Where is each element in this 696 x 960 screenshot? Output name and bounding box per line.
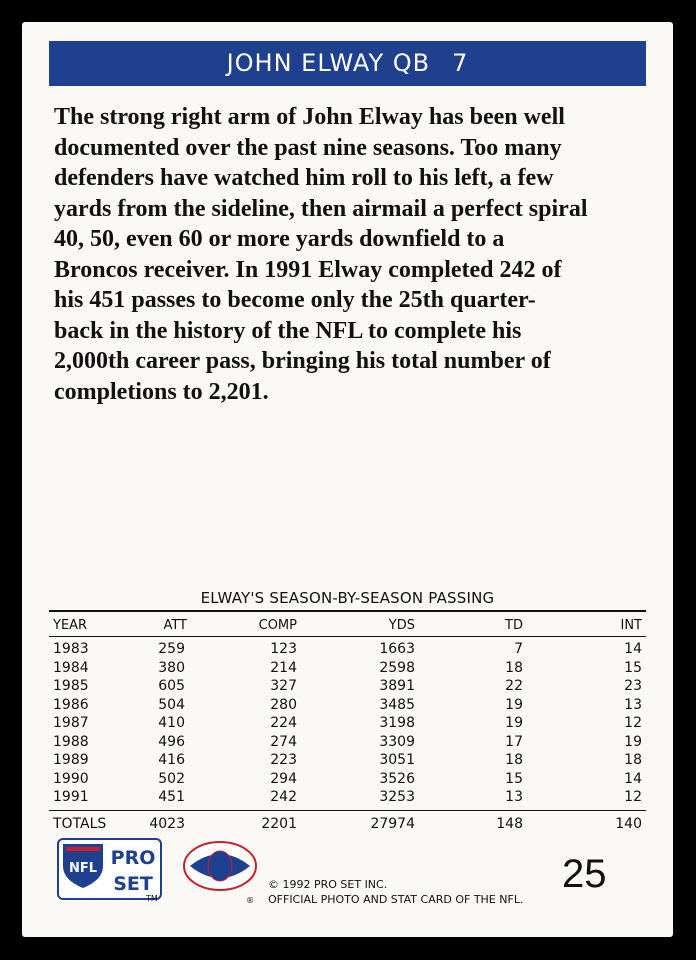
- header-year: YEAR: [53, 618, 88, 633]
- name-banner: [49, 41, 646, 86]
- player-name: JOHN ELWAY QB: [226, 49, 431, 77]
- card-number: 25: [562, 852, 607, 896]
- jersey-number: 7: [452, 49, 469, 77]
- header-yds: YDS: [388, 618, 415, 633]
- stats-divider: [49, 810, 646, 811]
- logo-pro-text: PRO: [110, 847, 156, 869]
- copyright: © 1992 PRO SET INC. OFFICIAL PHOTO AND STAT CARD OF THE NFL.: [268, 878, 524, 906]
- header-comp: COMP: [258, 618, 297, 633]
- header-att: ATT: [163, 618, 187, 633]
- stats-divider: [49, 636, 646, 637]
- card-back: JOHN ELWAY QB 7 The strong right arm of John Elway has been well documented over the past nine seasons. Too many defenders have watched him roll to his left, a few yards from the sideline, then airmail a perfect spiral 40, 50, even 60 or more yards downfield to a Broncos receiver. In 1991 Elway completed 242 of his 451 passes to become only the 25th quarter- back in the history of the NFL to complete his 2,000th career pass, bringing his total number of completions to 2,201. ELWAY'S SEASON-BY-SEASON PASSING YEAR ATT COMP YDS TD INT 1983 259 123 1663 7 14 1984 380 214 2598 18 15 1985 605 327 3891 22 23 1986 504 280 3485 19 13 1987 410 224 3198 19 12 1988 496 274 3309 17 19 1989 416 223 3051 18 18 1990 502 294 3526 15 14 1991 451 242 3253 13 12 TOTALS 4023 2201 27974 148 140 NFL PRO SET TM ® © 1992 PRO SET INC. OFFICIAL PHOTO AND STAT CARD OF THE NFL. 25: [22, 22, 673, 937]
- nflpa-logo-icon: [182, 840, 258, 892]
- logo-nfl-text: NFL: [68, 861, 98, 876]
- registered-mark: ®: [246, 896, 254, 905]
- header-int: INT: [620, 618, 642, 633]
- stats-divider: [49, 610, 646, 612]
- nfl-proset-logo: [57, 838, 162, 900]
- logo-set-text: SET: [113, 873, 153, 895]
- bio-text: The strong right arm of John Elway has been well documented over the past nine seasons. Too many defenders have watched him roll to his left, a few yards from the sideline, then airmail a perfect spiral 40, 50, even 60 or more yards downfield to a Broncos receiver. In 1991 Elway completed 242 of his 451 passes to become only the 25th quarter- back in the history of the NFL to complete his 2,000th career pass, bringing his total number of completions to 2,201.: [54, 104, 588, 405]
- trademark: TM: [146, 894, 158, 903]
- stats-title: ELWAY'S SEASON-BY-SEASON PASSING: [200, 589, 495, 607]
- header-td: TD: [505, 618, 523, 633]
